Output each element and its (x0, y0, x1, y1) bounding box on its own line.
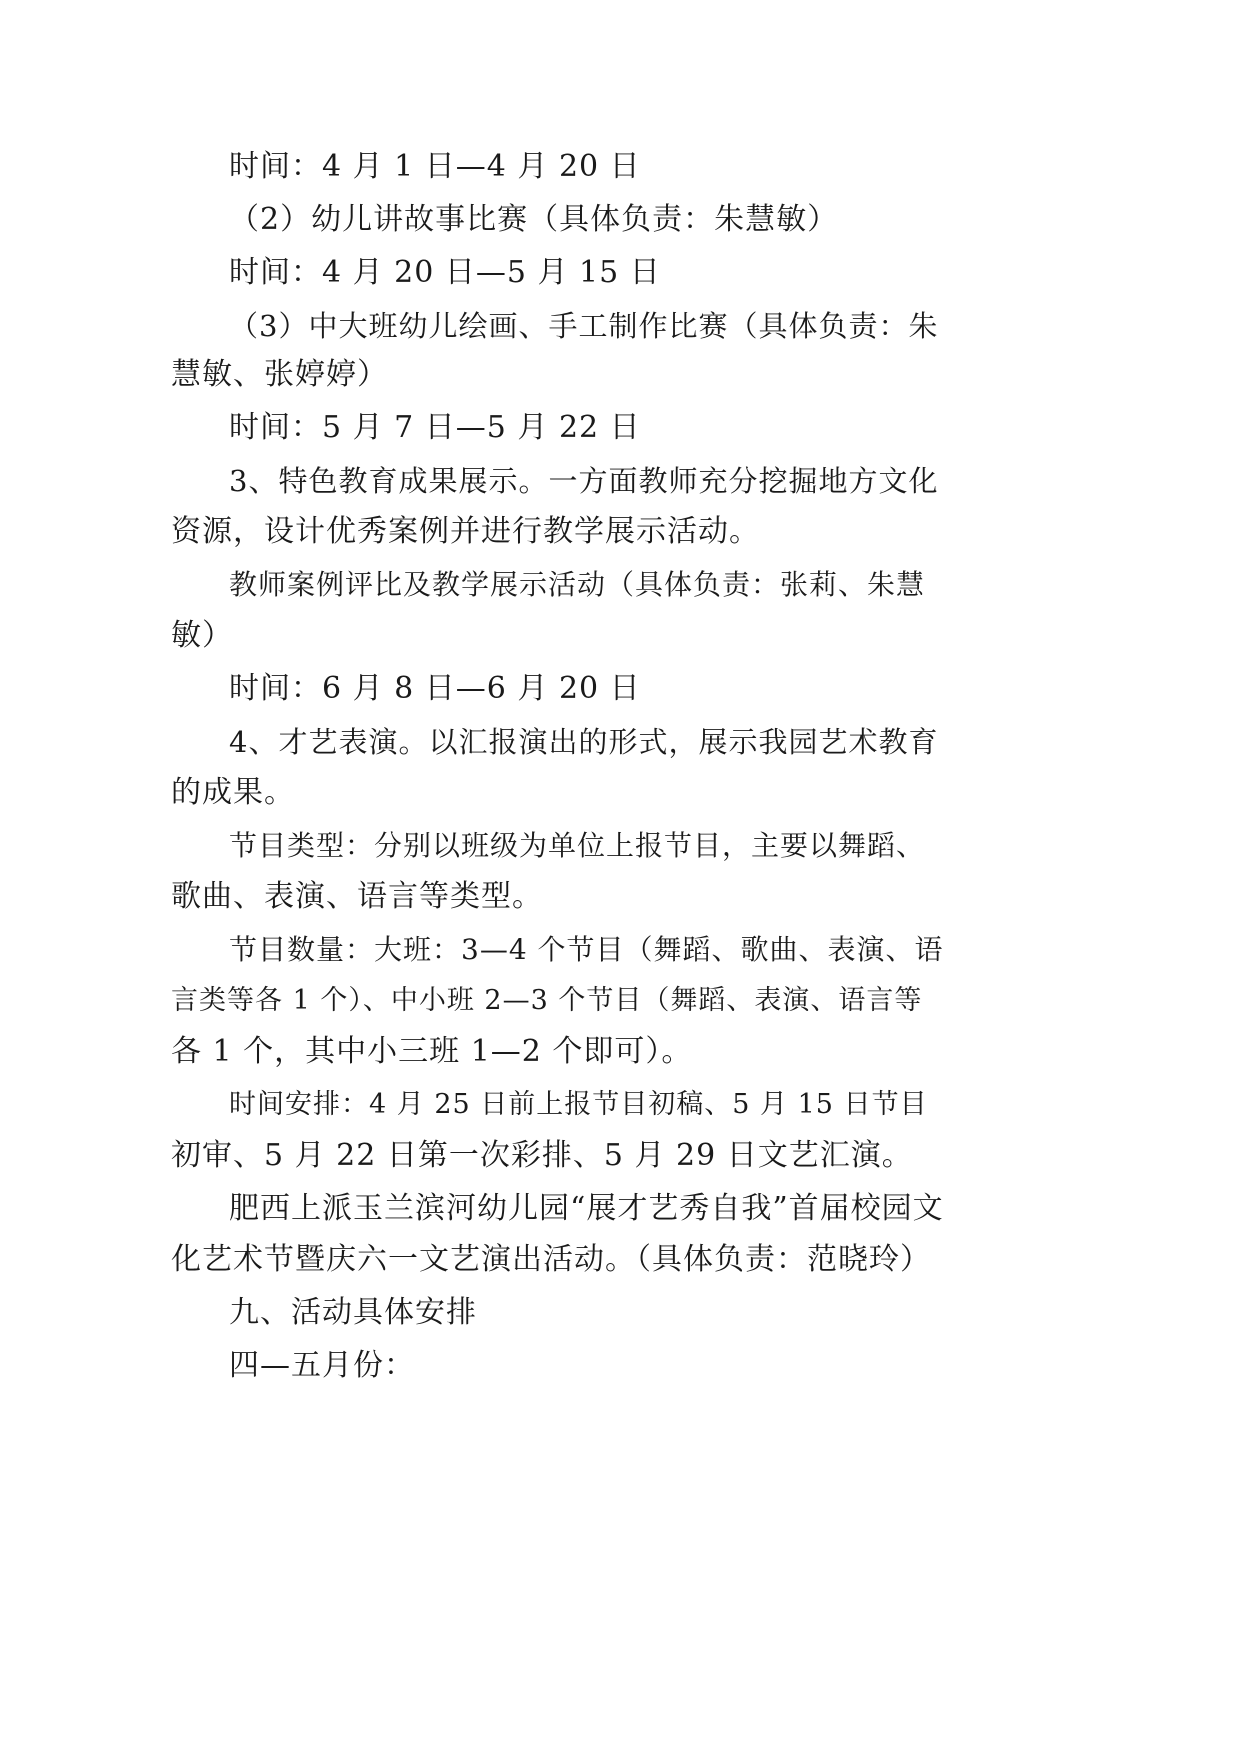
text-line: 的成果。 (171, 775, 295, 810)
text-line: 四—五月份： (229, 1348, 415, 1383)
text-line: 时间：4 月 1 日—4 月 20 日 (229, 149, 641, 184)
text-line: 慧敏、张婷婷） (171, 357, 388, 392)
text-line: 九、活动具体安排 (229, 1295, 477, 1330)
text-line: 各 1 个，其中小三班 1—2 个即可）。 (171, 1034, 693, 1069)
text-line: 肥西上派玉兰滨河幼儿园“展才艺秀自我”首届校园文 (229, 1191, 944, 1226)
text-line: 4、才艺表演。以汇报演出的形式，展示我园艺术教育 (229, 725, 939, 759)
text-line: 时间：4 月 20 日—5 月 15 日 (229, 255, 661, 290)
text-line: （2）幼儿讲故事比赛（具体负责：朱慧敏） (229, 202, 839, 237)
text-line: 敏） (171, 618, 233, 653)
text-line: 资源，设计优秀案例并进行教学展示活动。 (171, 514, 760, 549)
text-line: 时间安排：4 月 25 日前上报节目初稿、5 月 15 日节目 (229, 1089, 928, 1120)
text-line: 言类等各 1 个）、中小班 2—3 个节目（舞蹈、表演、语言等 (171, 985, 923, 1016)
text-line: 3、特色教育成果展示。一方面教师充分挖掘地方文化 (229, 464, 939, 498)
text-line: 时间：6 月 8 日—6 月 20 日 (229, 671, 641, 706)
text-line: 节目类型：分别以班级为单位上报节目，主要以舞蹈、 (229, 829, 926, 862)
text-line: 节目数量：大班：3—4 个节目（舞蹈、歌曲、表演、语 (229, 933, 944, 966)
text-line: 时间：5 月 7 日—5 月 22 日 (229, 410, 641, 445)
text-line: 化艺术节暨庆六一文艺演出活动。（具体负责：范晓玲） (171, 1242, 931, 1277)
text-line: 初审、5 月 22 日第一次彩排、5 月 29 日文艺汇演。 (171, 1138, 913, 1173)
text-line: （3）中大班幼儿绘画、手工制作比赛（具体负责：朱 (229, 309, 939, 343)
text-line: 歌曲、表演、语言等类型。 (171, 879, 543, 914)
text-line: 教师案例评比及教学展示活动（具体负责：张莉、朱慧 (229, 568, 926, 601)
